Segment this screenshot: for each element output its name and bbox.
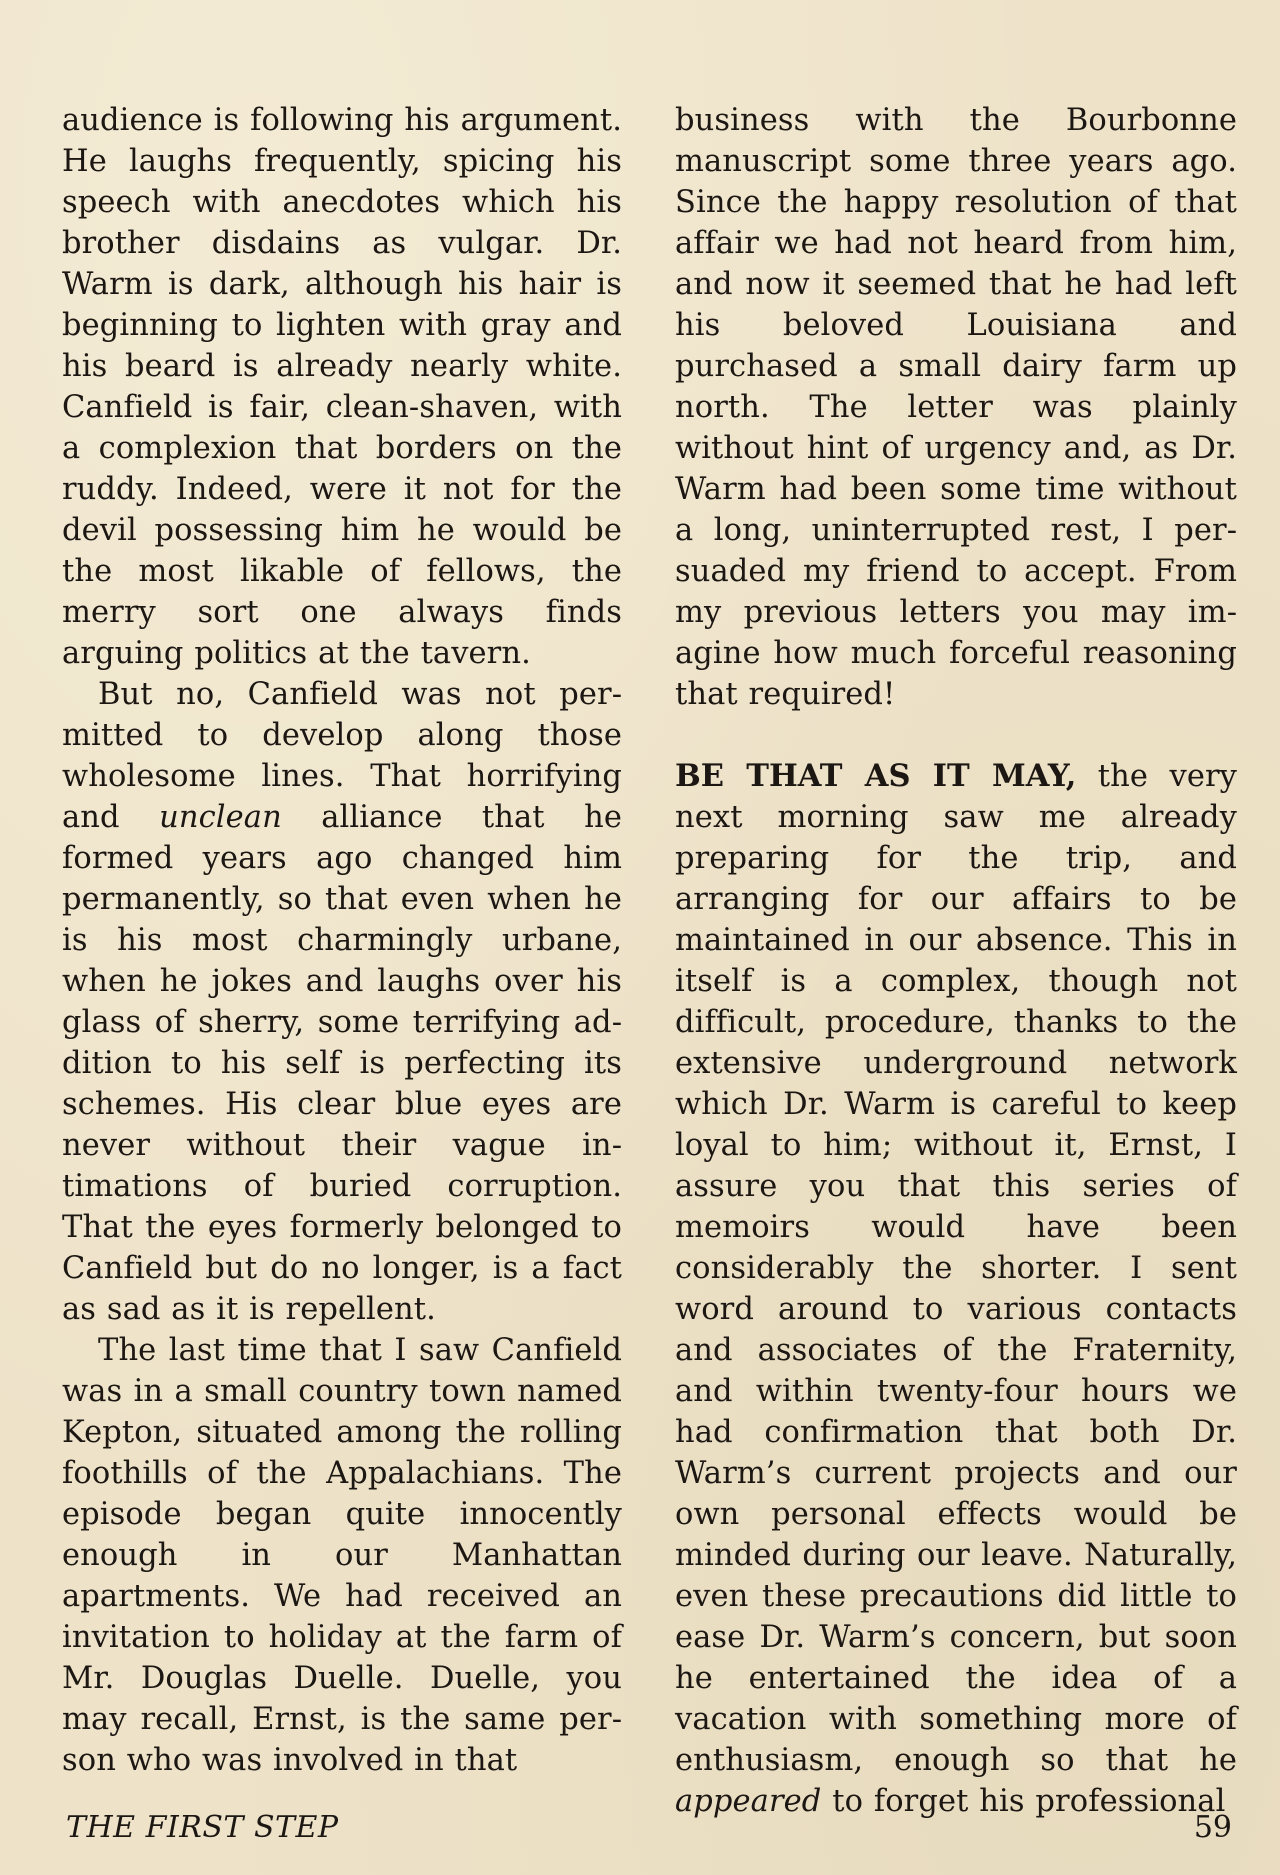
paragraph <box>675 756 1237 1822</box>
paragraph-text: the very next morning saw me already preparing for the trip, and arranging for our affairs to be maintained in our absence. This in itself is a complex, though not difficult, procedure, thanks to the extensive underground network which Dr. Warm is careful to keep loyal to him; without it, Ernst, I assure you that this series of memoirs would have been considerably the shorter. I sent word around to various contacts and associates of the Fraternity, and within twenty-four hours we had confirmation that both Dr. Warm’s current projects and our own personal effects would be minded during our leave. Naturally, even these precautions did little to ease Dr. Warm’s concern, but soon he entertained the idea of a vacation with something more of enthusiasm, enough so that he <box>675 759 1237 1778</box>
paragraph: The last time that I saw Canfield was in a small country town named Kepton, situated among the rolling foothills of the Appalachians. The episode began quite innocently enough in our Manhattan apartments. We had received an invitation to holiday at the farm of Mr. Douglas Duelle. Duelle, you may recall, Ernst, is the same person who was involved in that <box>62 1333 622 1778</box>
paragraph: business with the Bourbonne manuscript some three years ago. Since the happy resolution of that affair we had not heard from him, and now it seemed that he had left his beloved Louisiana and purchased a small dairy farm up north. The letter was plainly without hint of urgency and, as Dr. Warm had been some time without a long, uninterrupted rest, I persuaded my friend to accept. From my previous letters you may imagine how much forceful reasoning that required! <box>675 103 1237 712</box>
paragraph: audience is following his argument. He laughs frequently, spicing his speech with anecdotes which his brother disdains as vulgar. Dr. Warm is dark, although his hair is beginning to lighten with gray and his beard is already nearly white. Canfield is fair, clean-shaven, with a complexion that borders on the ruddy. Indeed, were it not for the devil possessing him he would be the most likable of fellows, the merry sort one always finds arguing politics at the tavern. <box>62 103 622 671</box>
paragraph <box>62 674 622 1330</box>
emphasis-text: unclean <box>159 800 282 835</box>
paragraph-text: to forget his professional <box>821 1784 1226 1819</box>
paragraph-text: But no, Canfield was not permitted to develop along those wholesome lines. That horrifying and <box>62 677 622 835</box>
running-footer-title: THE FIRST STEP <box>66 1810 339 1845</box>
page-number: 59 <box>1193 1810 1232 1845</box>
emphasis-text: appeared <box>675 1784 822 1819</box>
left-column <box>62 100 622 1781</box>
paragraph-text: alliance that he formed years ago changed him permanently, so that even when he is his most charmingly urbane, when he jokes and laughs over his glass of sherry, some terrifying addition to his self is perfecting its schemes. His clear blue eyes are never without their vague intimations of buried corruption. That the eyes formerly belonged to Canfield but do no longer, is a fact as sad as it is repellent. <box>62 800 622 1327</box>
right-column <box>675 100 1237 1822</box>
section-lead-in: BE THAT AS IT MAY, <box>675 758 1077 794</box>
